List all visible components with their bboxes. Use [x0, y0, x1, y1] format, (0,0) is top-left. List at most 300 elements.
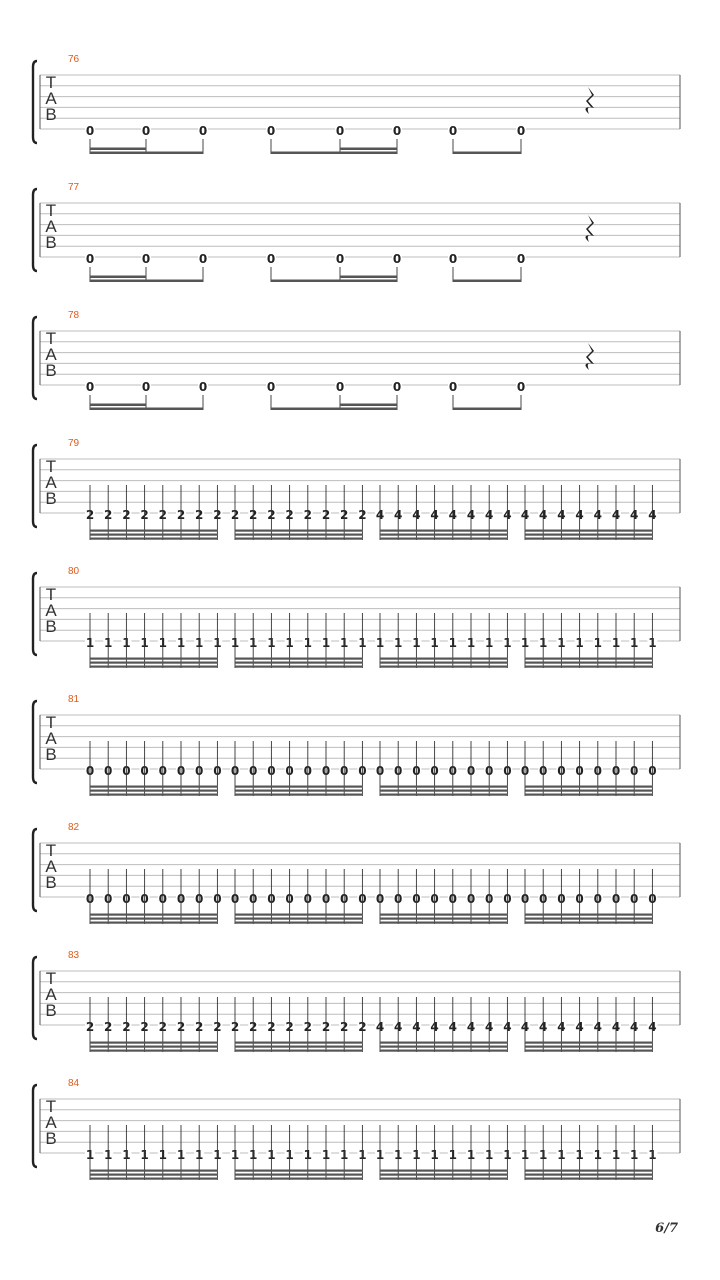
tab-clef-letter: B [45, 745, 57, 764]
fret-number: 0 [104, 892, 113, 906]
fret-number: 0 [520, 764, 530, 778]
fret-number: 1 [104, 636, 113, 650]
fret-number: 1 [230, 636, 240, 650]
fret-number: 0 [466, 892, 476, 906]
fret-number: 1 [648, 1148, 657, 1162]
fret-number: 1 [321, 636, 331, 650]
fret-number: 0 [141, 124, 151, 138]
fret-number: 0 [141, 380, 151, 394]
fret-number: 1 [557, 636, 566, 650]
fret-number: 1 [267, 1148, 276, 1162]
fret-number: 0 [392, 380, 402, 394]
fret-number: 0 [141, 252, 151, 266]
fret-number: 1 [85, 636, 95, 650]
beam [90, 530, 217, 532]
fret-number: 1 [630, 1148, 639, 1162]
beam [90, 790, 217, 792]
fret-number: 1 [611, 636, 621, 650]
fret-number: 0 [648, 892, 657, 906]
fret-number: 1 [575, 636, 584, 650]
beam [235, 1178, 362, 1180]
fret-number: 2 [140, 508, 149, 522]
fret-number: 0 [266, 252, 276, 266]
fret-number: 2 [230, 508, 240, 522]
fret-number: 0 [412, 892, 421, 906]
beam [380, 794, 507, 796]
system-bracket [33, 1085, 37, 1167]
fret-number: 1 [358, 1148, 367, 1162]
system-bracket [33, 957, 37, 1039]
measure-number: 83 [68, 950, 80, 961]
beam [90, 914, 217, 916]
fret-number: 2 [249, 508, 258, 522]
fret-number: 0 [358, 764, 367, 778]
fret-number: 0 [448, 764, 457, 778]
beam [235, 790, 362, 792]
beam [235, 530, 362, 532]
tab-clef-letter: T [45, 329, 57, 348]
fret-number: 0 [340, 764, 349, 778]
fret-number: 1 [503, 636, 512, 650]
fret-number: 0 [140, 764, 149, 778]
fret-number: 0 [267, 764, 276, 778]
fret-number: 0 [448, 124, 458, 138]
tab-system [33, 566, 680, 668]
beam [235, 922, 362, 924]
fret-number: 0 [176, 764, 186, 778]
fret-number: 2 [122, 508, 131, 522]
tab-clef-letter: T [45, 1097, 57, 1116]
fret-number: 1 [448, 1148, 457, 1162]
fret-number: 1 [340, 636, 349, 650]
fret-number: 1 [485, 636, 494, 650]
tab-clef-letter: T [45, 73, 57, 92]
beam [525, 1178, 652, 1180]
fret-number: 1 [394, 1148, 403, 1162]
beam [453, 152, 521, 155]
measure-number: 84 [68, 1078, 80, 1089]
fret-number: 1 [394, 636, 403, 650]
fret-number: 0 [213, 764, 222, 778]
fret-number: 2 [122, 1020, 131, 1034]
tab-clef-letter: B [45, 1001, 57, 1020]
fret-number: 4 [503, 1020, 512, 1034]
system-bracket [33, 573, 37, 655]
fret-number: 4 [430, 1020, 439, 1034]
fret-number: 0 [516, 252, 526, 266]
tab-system [33, 694, 680, 796]
beam [380, 1178, 507, 1180]
beam [235, 1174, 362, 1176]
tab-clef-letter: A [45, 345, 57, 364]
beam [90, 404, 146, 407]
fret-number: 0 [466, 764, 476, 778]
fret-number: 1 [485, 1148, 494, 1162]
fret-number: 2 [85, 508, 95, 522]
beam [235, 1170, 362, 1172]
beam [525, 658, 652, 660]
fret-number: 4 [557, 508, 566, 522]
measure-number: 81 [68, 694, 80, 705]
beam [235, 538, 362, 540]
fret-number: 0 [266, 124, 276, 138]
fret-number: 1 [213, 636, 222, 650]
fret-number: 0 [630, 764, 639, 778]
fret-number: 0 [448, 252, 458, 266]
fret-number: 0 [85, 252, 95, 266]
fret-number: 1 [466, 1148, 476, 1162]
beam [235, 786, 362, 788]
fret-number: 4 [375, 1020, 385, 1034]
quarter-rest-icon [585, 87, 594, 114]
fret-number: 2 [230, 1020, 240, 1034]
fret-number: 0 [520, 892, 530, 906]
fret-number: 2 [267, 1020, 276, 1034]
measure-number: 80 [68, 566, 80, 577]
fret-number: 1 [520, 1148, 530, 1162]
fret-number: 1 [267, 636, 276, 650]
fret-number: 1 [303, 1148, 312, 1162]
fret-number: 1 [648, 636, 657, 650]
beam [90, 786, 217, 788]
fret-number: 0 [392, 252, 402, 266]
tab-clef-letter: A [45, 601, 57, 620]
fret-number: 0 [267, 892, 276, 906]
fret-number: 1 [503, 1148, 512, 1162]
beam [380, 914, 507, 916]
beam [90, 276, 146, 279]
beam [235, 1050, 362, 1052]
beam [380, 1050, 507, 1052]
beam [525, 1046, 652, 1048]
beam [90, 1042, 217, 1044]
fret-number: 0 [412, 764, 421, 778]
fret-number: 4 [485, 1020, 494, 1034]
beam [90, 408, 203, 411]
fret-number: 1 [195, 1148, 204, 1162]
beam [235, 666, 362, 668]
page-number: 6/7 [655, 1221, 678, 1236]
fret-number: 4 [412, 508, 421, 522]
beam [90, 1174, 217, 1176]
beam [340, 148, 397, 151]
fret-number: 2 [85, 1020, 95, 1034]
fret-number: 0 [122, 892, 131, 906]
fret-number: 4 [394, 508, 403, 522]
fret-number: 1 [158, 636, 167, 650]
fret-number: 2 [158, 1020, 167, 1034]
fret-number: 0 [503, 764, 512, 778]
fret-number: 0 [230, 892, 240, 906]
fret-number: 0 [176, 892, 186, 906]
fret-number: 0 [448, 892, 457, 906]
fret-number: 1 [539, 636, 548, 650]
fret-number: 1 [466, 636, 476, 650]
fret-number: 0 [249, 764, 258, 778]
beam [90, 662, 217, 664]
beam [380, 658, 507, 660]
beam [235, 662, 362, 664]
fret-number: 0 [303, 892, 312, 906]
fret-number: 0 [430, 764, 439, 778]
fret-number: 2 [176, 1020, 186, 1034]
fret-number: 0 [557, 892, 566, 906]
fret-number: 0 [335, 124, 345, 138]
fret-number: 0 [122, 764, 131, 778]
beam [271, 152, 397, 155]
fret-number: 4 [648, 1020, 657, 1034]
tab-clef-letter: T [45, 201, 57, 220]
fret-number: 2 [213, 508, 222, 522]
fret-number: 4 [448, 508, 457, 522]
fret-number: 0 [611, 892, 621, 906]
beam [90, 538, 217, 540]
tab-system [33, 310, 680, 410]
fret-number: 0 [575, 892, 584, 906]
fret-number: 4 [448, 1020, 457, 1034]
fret-number: 2 [195, 1020, 204, 1034]
tab-clef-letter: B [45, 105, 57, 124]
tab-clef-letter: B [45, 361, 57, 380]
beam [380, 534, 507, 536]
quarter-rest-icon [585, 343, 594, 370]
fret-number: 4 [593, 1020, 602, 1034]
fret-number: 1 [430, 1148, 439, 1162]
tab-clef-letter: B [45, 1129, 57, 1148]
fret-number: 0 [158, 892, 167, 906]
fret-number: 2 [104, 508, 113, 522]
beam [380, 918, 507, 920]
fret-number: 4 [520, 508, 530, 522]
beam [271, 280, 397, 283]
beam [235, 794, 362, 796]
fret-number: 0 [340, 892, 349, 906]
beam [525, 1042, 652, 1044]
beam [525, 534, 652, 536]
fret-number: 2 [195, 508, 204, 522]
beam [235, 534, 362, 536]
beam [380, 1170, 507, 1172]
beam [380, 538, 507, 540]
fret-number: 0 [485, 764, 494, 778]
beam [235, 1046, 362, 1048]
fret-number: 0 [394, 892, 403, 906]
fret-number: 1 [230, 1148, 240, 1162]
fret-number: 4 [375, 508, 385, 522]
fret-number: 1 [412, 636, 421, 650]
fret-number: 2 [358, 1020, 367, 1034]
fret-number: 0 [266, 380, 276, 394]
fret-number: 0 [375, 764, 385, 778]
fret-number: 2 [340, 1020, 349, 1034]
fret-number: 1 [358, 636, 367, 650]
measure-number: 77 [68, 182, 80, 193]
beam [525, 530, 652, 532]
fret-number: 2 [285, 508, 294, 522]
fret-number: 0 [198, 124, 208, 138]
fret-number: 0 [392, 124, 402, 138]
fret-number: 1 [213, 1148, 222, 1162]
beam [90, 1178, 217, 1180]
fret-number: 2 [213, 1020, 222, 1034]
beam [525, 538, 652, 540]
fret-number: 2 [249, 1020, 258, 1034]
beam [235, 1042, 362, 1044]
beam [90, 1170, 217, 1172]
beam [90, 152, 203, 155]
fret-number: 0 [140, 892, 149, 906]
fret-number: 0 [195, 892, 204, 906]
fret-number: 0 [85, 764, 95, 778]
fret-number: 0 [503, 892, 512, 906]
fret-number: 2 [176, 508, 186, 522]
fret-number: 1 [85, 1148, 95, 1162]
fret-number: 0 [198, 252, 208, 266]
tab-clef-letter: T [45, 457, 57, 476]
beam [90, 534, 217, 536]
fret-number: 1 [104, 1148, 113, 1162]
beam [453, 280, 521, 283]
system-bracket [33, 189, 37, 271]
fret-number: 0 [213, 892, 222, 906]
beam [340, 404, 397, 407]
fret-number: 0 [375, 892, 385, 906]
fret-number: 0 [230, 764, 240, 778]
tab-clef-letter: A [45, 217, 57, 236]
fret-number: 4 [412, 1020, 421, 1034]
fret-number: 4 [485, 508, 494, 522]
fret-number: 1 [430, 636, 439, 650]
fret-number: 0 [516, 380, 526, 394]
tab-clef-letter: T [45, 969, 57, 988]
measure-number: 76 [68, 54, 80, 65]
beam [380, 1174, 507, 1176]
fret-number: 0 [158, 764, 167, 778]
fret-number: 2 [303, 508, 312, 522]
fret-number: 0 [539, 892, 548, 906]
system-bracket [33, 445, 37, 527]
fret-number: 1 [122, 636, 131, 650]
tab-system [33, 950, 680, 1052]
fret-number: 1 [285, 636, 294, 650]
fret-number: 1 [285, 1148, 294, 1162]
tab-clef-letter: A [45, 1113, 57, 1132]
fret-number: 1 [249, 636, 258, 650]
tab-clef-letter: T [45, 713, 57, 732]
tab-clef-letter: A [45, 985, 57, 1004]
fret-number: 4 [539, 508, 548, 522]
fret-number: 1 [630, 636, 639, 650]
fret-number: 4 [503, 508, 512, 522]
fret-number: 4 [520, 1020, 530, 1034]
fret-number: 2 [267, 508, 276, 522]
beam [235, 914, 362, 916]
beam [90, 1050, 217, 1052]
fret-number: 0 [249, 892, 258, 906]
beam [525, 790, 652, 792]
tab-system [33, 822, 680, 924]
beam [380, 1046, 507, 1048]
fret-number: 1 [412, 1148, 421, 1162]
fret-number: 2 [285, 1020, 294, 1034]
fret-number: 0 [593, 892, 602, 906]
tab-clef-letter: T [45, 585, 57, 604]
measure-number: 78 [68, 310, 80, 321]
beam [380, 1042, 507, 1044]
tab-system [33, 54, 680, 154]
fret-number: 4 [575, 508, 584, 522]
system-bracket [33, 701, 37, 783]
measure-number: 82 [68, 822, 80, 833]
beam [90, 280, 203, 283]
fret-number: 0 [195, 764, 204, 778]
fret-number: 4 [539, 1020, 548, 1034]
fret-number: 4 [430, 508, 439, 522]
fret-number: 2 [358, 508, 367, 522]
beam [525, 786, 652, 788]
fret-number: 1 [195, 636, 204, 650]
tab-system [33, 1078, 680, 1180]
beam [525, 666, 652, 668]
fret-number: 1 [520, 636, 530, 650]
beam [525, 914, 652, 916]
quarter-rest-icon [585, 215, 594, 242]
fret-number: 2 [158, 508, 167, 522]
fret-number: 1 [539, 1148, 548, 1162]
fret-number: 1 [611, 1148, 621, 1162]
fret-number: 4 [466, 508, 476, 522]
fret-number: 1 [176, 636, 186, 650]
fret-number: 0 [85, 124, 95, 138]
tab-clef-letter: A [45, 473, 57, 492]
beam [380, 662, 507, 664]
fret-number: 0 [430, 892, 439, 906]
fret-number: 0 [198, 380, 208, 394]
fret-number: 4 [630, 1020, 639, 1034]
tab-system [33, 182, 680, 282]
system-bracket [33, 829, 37, 911]
beam [235, 658, 362, 660]
beam [340, 276, 397, 279]
beam [525, 918, 652, 920]
measure-number: 79 [68, 438, 80, 449]
beam [380, 666, 507, 668]
beam [380, 922, 507, 924]
fret-number: 0 [335, 380, 345, 394]
tab-clef-letter: A [45, 857, 57, 876]
fret-number: 1 [575, 1148, 584, 1162]
fret-number: 1 [375, 1148, 385, 1162]
tab-clef-letter: A [45, 89, 57, 108]
beam [525, 794, 652, 796]
fret-number: 1 [340, 1148, 349, 1162]
beam [525, 1174, 652, 1176]
fret-number: 1 [140, 636, 149, 650]
fret-number: 2 [140, 1020, 149, 1034]
system-bracket [33, 61, 37, 143]
fret-number: 0 [539, 764, 548, 778]
beam [453, 408, 521, 411]
fret-number: 2 [104, 1020, 113, 1034]
beam [380, 530, 507, 532]
fret-number: 0 [285, 764, 294, 778]
fret-number: 4 [611, 508, 621, 522]
fret-number: 0 [285, 892, 294, 906]
fret-number: 0 [516, 124, 526, 138]
fret-number: 1 [557, 1148, 566, 1162]
beam [90, 918, 217, 920]
fret-number: 2 [321, 1020, 331, 1034]
